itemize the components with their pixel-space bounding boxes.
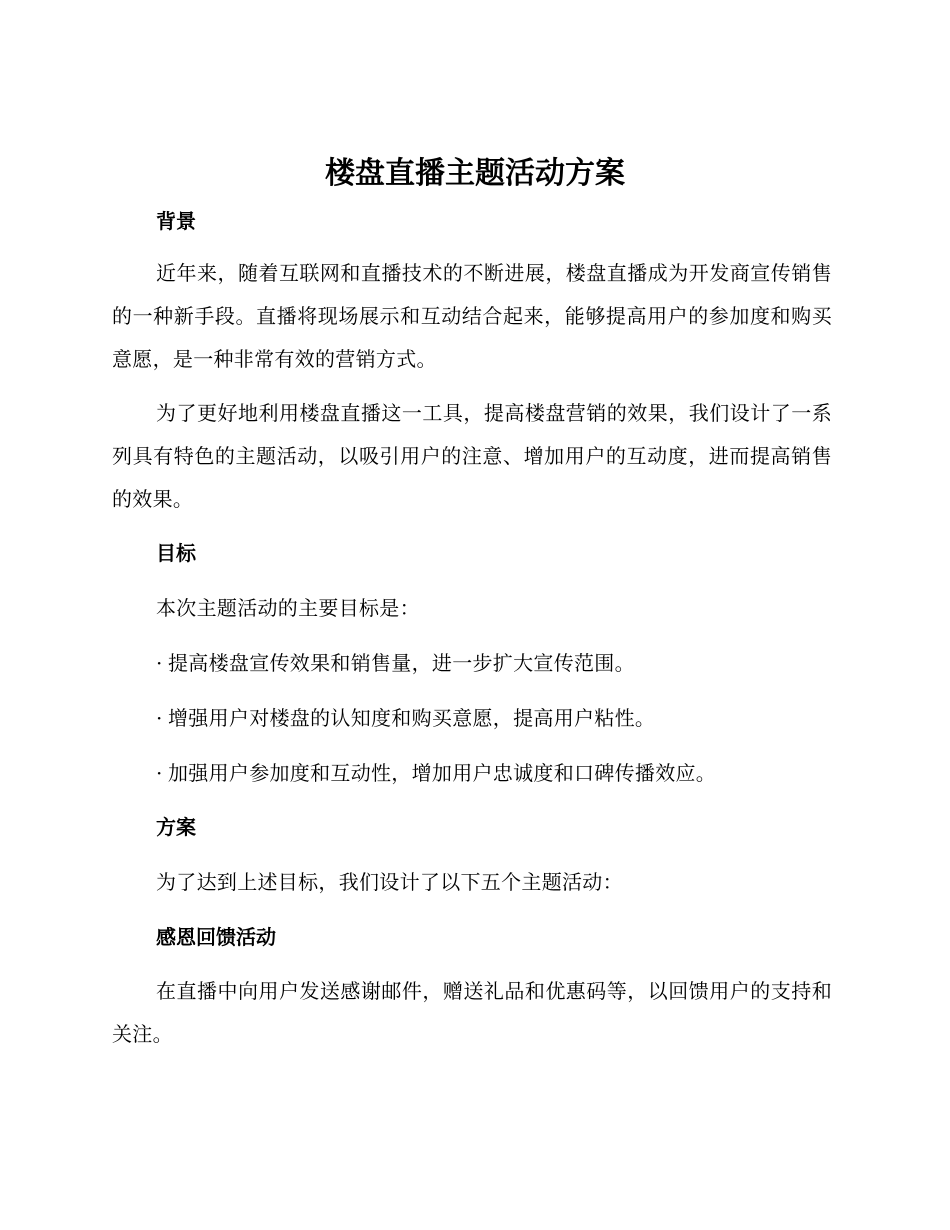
goals-intro: 本次主题活动的主要目标是： — [156, 596, 420, 620]
section-heading-plan: 方案 — [156, 815, 196, 839]
goal-bullet-2 — [156, 703, 655, 733]
background-paragraph-2: 为了更好地利用楼盘直播这一工具，提高楼盘营销的效果，我们设计了一系列具有特色的主题活动，以吸引用户的注意、增加用户的互动度，进而提高销售的效果。 — [112, 401, 832, 511]
goal-bullet-text: 提高楼盘宣传效果和销售量，进一步扩大宣传范围。 — [168, 651, 635, 675]
bullet-marker: · — [156, 706, 163, 730]
activity-paragraph-gratitude: 在直播中向用户发送感谢邮件，赠送礼品和优惠码等，以回馈用户的支持和关注。 — [112, 979, 832, 1046]
goal-bullet-text: 加强用户参加度和互动性，增加用户忠诚度和口碑传播效应。 — [168, 761, 717, 785]
bullet-marker: · — [156, 651, 163, 675]
background-paragraph-1: 近年来，随着互联网和直播技术的不断进展，楼盘直播成为开发商宣传销售的一种新手段。直播将现场展示和互动结合起来，能够提高用户的参加度和购买意愿，是一种非常有效的营销方式。 — [112, 261, 832, 371]
plan-intro: 为了达到上述目标，我们设计了以下五个主题活动： — [156, 870, 623, 894]
document-title: 楼盘直播主题活动方案 — [325, 156, 625, 191]
goal-bullet-1 — [156, 648, 635, 678]
section-heading-goals: 目标 — [156, 541, 196, 565]
activity-heading-gratitude: 感恩回馈活动 — [156, 925, 276, 949]
bullet-marker: · — [156, 761, 163, 785]
section-heading-background: 背景 — [156, 209, 196, 233]
goal-bullet-3 — [156, 758, 716, 788]
goal-bullet-text: 增强用户对楼盘的认知度和购买意愿，提高用户粘性。 — [168, 706, 656, 730]
